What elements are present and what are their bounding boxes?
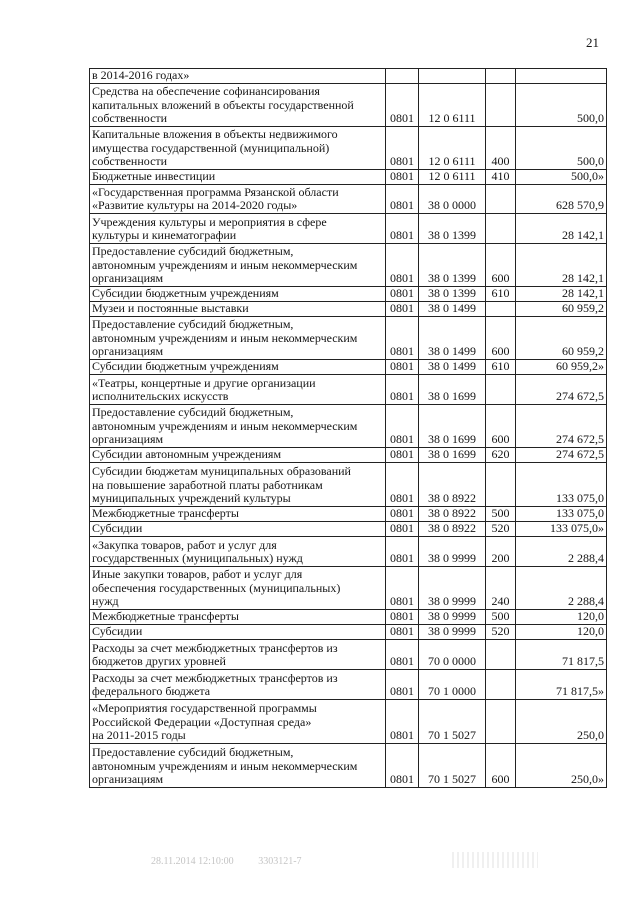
row-section: 0801 <box>386 699 419 743</box>
row-target-article: 70 0 0000 <box>419 639 486 669</box>
row-expense-type: 400 <box>486 126 516 169</box>
table-row <box>90 639 607 669</box>
table-row <box>90 286 607 301</box>
footer-code: 3303121-7 <box>258 856 302 867</box>
row-name: Межбюджетные трансферты <box>90 609 386 624</box>
row-target-article: 38 0 9999 <box>419 624 486 639</box>
row-expense-type <box>486 374 516 404</box>
row-section: 0801 <box>386 374 419 404</box>
row-target-article: 38 0 1399 <box>419 213 486 243</box>
footer-faint-mark <box>452 852 538 868</box>
row-name: «Мероприятия государственной программы Российской Федерации «Доступная среда» на 2011-2015 годы <box>90 699 386 743</box>
row-name: Предоставление субсидий бюджетным, автономным учреждениям и иным некоммерческим организациям <box>90 404 386 447</box>
row-expense-type: 500 <box>486 506 516 521</box>
row-section: 0801 <box>386 639 419 669</box>
table-row <box>90 447 607 462</box>
row-expense-type <box>486 69 516 84</box>
row-section: 0801 <box>386 243 419 286</box>
row-target-article: 38 0 1399 <box>419 286 486 301</box>
row-amount: 71 817,5 <box>516 639 607 669</box>
row-section: 0801 <box>386 169 419 184</box>
budget-table <box>89 68 607 788</box>
table-row <box>90 624 607 639</box>
row-section: 0801 <box>386 286 419 301</box>
row-section: 0801 <box>386 506 419 521</box>
row-name: «Государственная программа Рязанской области «Развитие культуры на 2014-2020 годы» <box>90 184 386 213</box>
table-row <box>90 374 607 404</box>
row-section: 0801 <box>386 609 419 624</box>
row-section: 0801 <box>386 536 419 566</box>
row-amount: 274 672,5 <box>516 447 607 462</box>
row-expense-type <box>486 184 516 213</box>
row-expense-type <box>486 639 516 669</box>
row-name: Средства на обеспечение софинансирования капитальных вложений в объекты государственной собственности <box>90 83 386 126</box>
row-name: Субсидии бюджетным учреждениям <box>90 359 386 374</box>
table-row <box>90 169 607 184</box>
row-section <box>386 69 419 84</box>
row-target-article: 38 0 8922 <box>419 462 486 506</box>
row-expense-type <box>486 301 516 316</box>
row-section: 0801 <box>386 83 419 126</box>
row-target-article: 38 0 1499 <box>419 316 486 359</box>
row-amount: 500,0» <box>516 169 607 184</box>
table-row <box>90 359 607 374</box>
table-row <box>90 83 607 126</box>
row-amount: 274 672,5 <box>516 404 607 447</box>
row-target-article: 38 0 1499 <box>419 359 486 374</box>
row-target-article: 38 0 9999 <box>419 566 486 609</box>
row-section: 0801 <box>386 301 419 316</box>
row-name: в 2014-2016 годах» <box>90 69 386 84</box>
row-expense-type: 600 <box>486 404 516 447</box>
table-row <box>90 213 607 243</box>
row-name: Иные закупки товаров, работ и услуг для обеспечения государственных (муниципальных) нужд <box>90 566 386 609</box>
row-section: 0801 <box>386 126 419 169</box>
row-amount: 2 288,4 <box>516 566 607 609</box>
row-name: Субсидии <box>90 624 386 639</box>
budget-table-body <box>90 69 607 788</box>
table-row <box>90 301 607 316</box>
row-section: 0801 <box>386 566 419 609</box>
row-amount: 28 142,1 <box>516 243 607 286</box>
table-row <box>90 243 607 286</box>
row-name: Расходы за счет межбюджетных трансфертов из бюджетов других уровней <box>90 639 386 669</box>
row-target-article: 70 1 0000 <box>419 669 486 699</box>
table-row <box>90 126 607 169</box>
row-target-article: 38 0 1699 <box>419 374 486 404</box>
row-target-article: 12 0 6111 <box>419 126 486 169</box>
row-target-article: 38 0 1699 <box>419 404 486 447</box>
row-amount: 250,0» <box>516 743 607 787</box>
row-section: 0801 <box>386 213 419 243</box>
row-expense-type: 500 <box>486 609 516 624</box>
row-expense-type: 600 <box>486 316 516 359</box>
table-row <box>90 69 607 84</box>
row-target-article: 38 0 9999 <box>419 609 486 624</box>
row-amount: 60 959,2 <box>516 301 607 316</box>
row-amount: 60 959,2 <box>516 316 607 359</box>
row-name: Субсидии бюджетным учреждениям <box>90 286 386 301</box>
row-target-article: 70 1 5027 <box>419 699 486 743</box>
table-row <box>90 184 607 213</box>
row-name: Капитальные вложения в объекты недвижимого имущества государственной (муниципальной) собственности <box>90 126 386 169</box>
row-amount: 28 142,1 <box>516 213 607 243</box>
row-name: Субсидии бюджетам муниципальных образований на повышение заработной платы работникам муниципальных учреждений культуры <box>90 462 386 506</box>
row-name: «Закупка товаров, работ и услуг для государственных (муниципальных) нужд <box>90 536 386 566</box>
row-target-article: 38 0 9999 <box>419 536 486 566</box>
row-section: 0801 <box>386 404 419 447</box>
row-expense-type: 610 <box>486 359 516 374</box>
row-amount: 250,0 <box>516 699 607 743</box>
table-row <box>90 699 607 743</box>
row-section: 0801 <box>386 462 419 506</box>
table-row <box>90 566 607 609</box>
row-target-article: 12 0 6111 <box>419 169 486 184</box>
row-section: 0801 <box>386 669 419 699</box>
row-name: Учреждения культуры и мероприятия в сфере культуры и кинематографии <box>90 213 386 243</box>
row-section: 0801 <box>386 743 419 787</box>
row-expense-type <box>486 669 516 699</box>
row-section: 0801 <box>386 359 419 374</box>
row-amount: 120,0 <box>516 609 607 624</box>
row-section: 0801 <box>386 316 419 359</box>
row-target-article: 12 0 6111 <box>419 83 486 126</box>
page-number: 21 <box>586 35 599 50</box>
row-expense-type: 410 <box>486 169 516 184</box>
row-expense-type <box>486 699 516 743</box>
row-name: Предоставление субсидий бюджетным, автономным учреждениям и иным некоммерческим организациям <box>90 243 386 286</box>
row-name: «Театры, концертные и другие организации исполнительских искусств <box>90 374 386 404</box>
row-name: Музеи и постоянные выставки <box>90 301 386 316</box>
row-amount: 133 075,0 <box>516 462 607 506</box>
footer-stamp <box>151 856 324 867</box>
row-expense-type: 520 <box>486 624 516 639</box>
row-target-article: 38 0 0000 <box>419 184 486 213</box>
row-target-article <box>419 69 486 84</box>
table-row <box>90 743 607 787</box>
footer-timestamp: 28.11.2014 12:10:00 <box>151 856 234 867</box>
table-row <box>90 609 607 624</box>
row-name: Субсидии <box>90 521 386 536</box>
row-name: Субсидии автономным учреждениям <box>90 447 386 462</box>
table-row <box>90 506 607 521</box>
row-expense-type <box>486 462 516 506</box>
table-row <box>90 521 607 536</box>
table-row <box>90 404 607 447</box>
row-target-article: 70 1 5027 <box>419 743 486 787</box>
row-amount <box>516 69 607 84</box>
row-amount: 2 288,4 <box>516 536 607 566</box>
row-amount: 500,0 <box>516 83 607 126</box>
row-expense-type: 620 <box>486 447 516 462</box>
row-target-article: 38 0 8922 <box>419 521 486 536</box>
row-amount: 133 075,0 <box>516 506 607 521</box>
row-name: Бюджетные инвестиции <box>90 169 386 184</box>
row-section: 0801 <box>386 184 419 213</box>
row-amount: 120,0 <box>516 624 607 639</box>
row-amount: 500,0 <box>516 126 607 169</box>
row-expense-type <box>486 83 516 126</box>
table-row <box>90 316 607 359</box>
row-expense-type: 240 <box>486 566 516 609</box>
row-amount: 28 142,1 <box>516 286 607 301</box>
row-section: 0801 <box>386 624 419 639</box>
row-target-article: 38 0 8922 <box>419 506 486 521</box>
row-name: Расходы за счет межбюджетных трансфертов из федерального бюджета <box>90 669 386 699</box>
row-amount: 133 075,0» <box>516 521 607 536</box>
row-name: Межбюджетные трансферты <box>90 506 386 521</box>
row-target-article: 38 0 1699 <box>419 447 486 462</box>
row-expense-type: 600 <box>486 243 516 286</box>
row-expense-type: 600 <box>486 743 516 787</box>
row-name: Предоставление субсидий бюджетным, автономным учреждениям и иным некоммерческим организациям <box>90 743 386 787</box>
row-amount: 628 570,9 <box>516 184 607 213</box>
row-target-article: 38 0 1499 <box>419 301 486 316</box>
row-amount: 274 672,5 <box>516 374 607 404</box>
row-expense-type: 610 <box>486 286 516 301</box>
row-amount: 71 817,5» <box>516 669 607 699</box>
row-amount: 60 959,2» <box>516 359 607 374</box>
table-row <box>90 462 607 506</box>
row-expense-type: 200 <box>486 536 516 566</box>
row-expense-type <box>486 213 516 243</box>
row-section: 0801 <box>386 447 419 462</box>
table-row <box>90 536 607 566</box>
row-section: 0801 <box>386 521 419 536</box>
row-target-article: 38 0 1399 <box>419 243 486 286</box>
row-name: Предоставление субсидий бюджетным, автономным учреждениям и иным некоммерческим организациям <box>90 316 386 359</box>
table-row <box>90 669 607 699</box>
row-expense-type: 520 <box>486 521 516 536</box>
